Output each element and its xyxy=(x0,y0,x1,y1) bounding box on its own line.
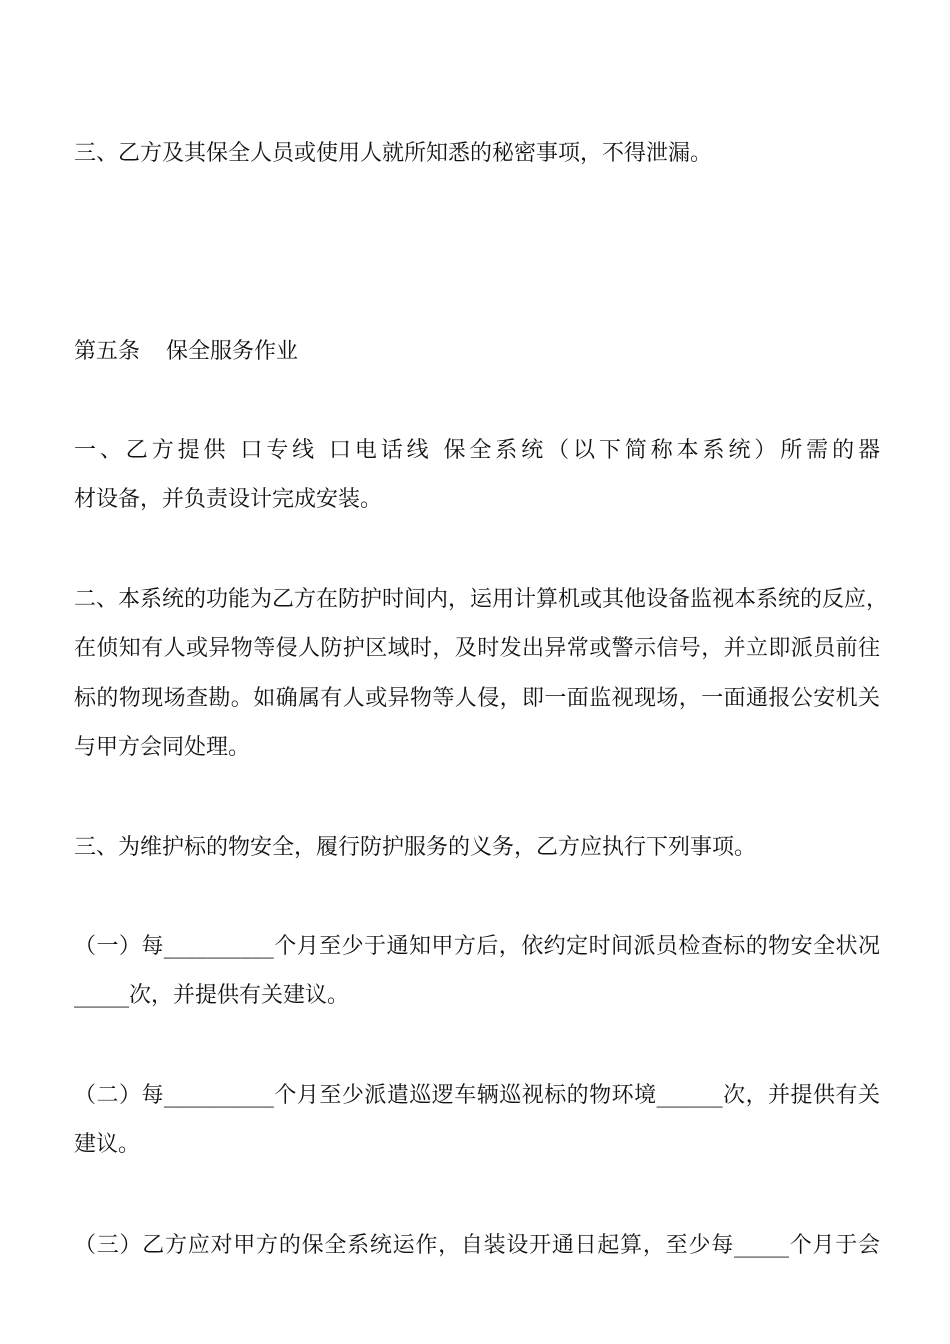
article4-item3-paragraph: 三、乙方及其保全人员或使用人就所知悉的秘密事项，不得泄漏。 xyxy=(74,141,713,166)
item2-line3: 标的物现场查勘。如确属有人或异物等人侵，即一面监视现场，一面通报公安机关 xyxy=(74,686,880,711)
article5-heading xyxy=(74,341,880,363)
item1-text-end: 保全系统（以下简称本系统）所需的器 xyxy=(443,438,880,463)
sub1-line1: （一）每__________个月至少于通知甲方后，依约定时间派员检查标的物安全状况 xyxy=(74,934,880,959)
article-title: 保全服务作业 xyxy=(166,339,299,364)
item2-line4: 与甲方会同处理。 xyxy=(74,735,251,760)
sub2-line2: 建议。 xyxy=(74,1132,141,1157)
item2-line2: 在侦知有人或异物等侵人防护区域时，及时发出异常或警示信号，并立即派员前往 xyxy=(74,636,880,661)
sub1-line2: _____次，并提供有关建议。 xyxy=(74,983,350,1008)
sub3-line1: （三）乙方应对甲方的保全系统运作，自装设开通日起算，至少每_____个月于会 xyxy=(74,1233,880,1258)
article-number: 第五条 xyxy=(74,339,141,364)
item1-text-start: 一、乙方提供 xyxy=(74,438,230,463)
item1-line2: 材设备，并负责设计完成安装。 xyxy=(74,487,383,512)
item1-option-dedicated-line: 口专线 xyxy=(240,438,319,463)
item1-option-phone-line: 口电话线 xyxy=(328,438,433,463)
item1-line1 xyxy=(74,440,880,462)
item3-paragraph: 三、为维护标的物安全，履行防护服务的义务，乙方应执行下列事项。 xyxy=(74,835,757,860)
item2-line1: 二、本系统的功能为乙方在防护时间内，运用计算机或其他设备监视本系统的反应， xyxy=(74,587,889,612)
sub2-line1: （二）每__________个月至少派遣巡逻车辆巡视标的物环境______次，并提供有关 xyxy=(74,1083,880,1108)
